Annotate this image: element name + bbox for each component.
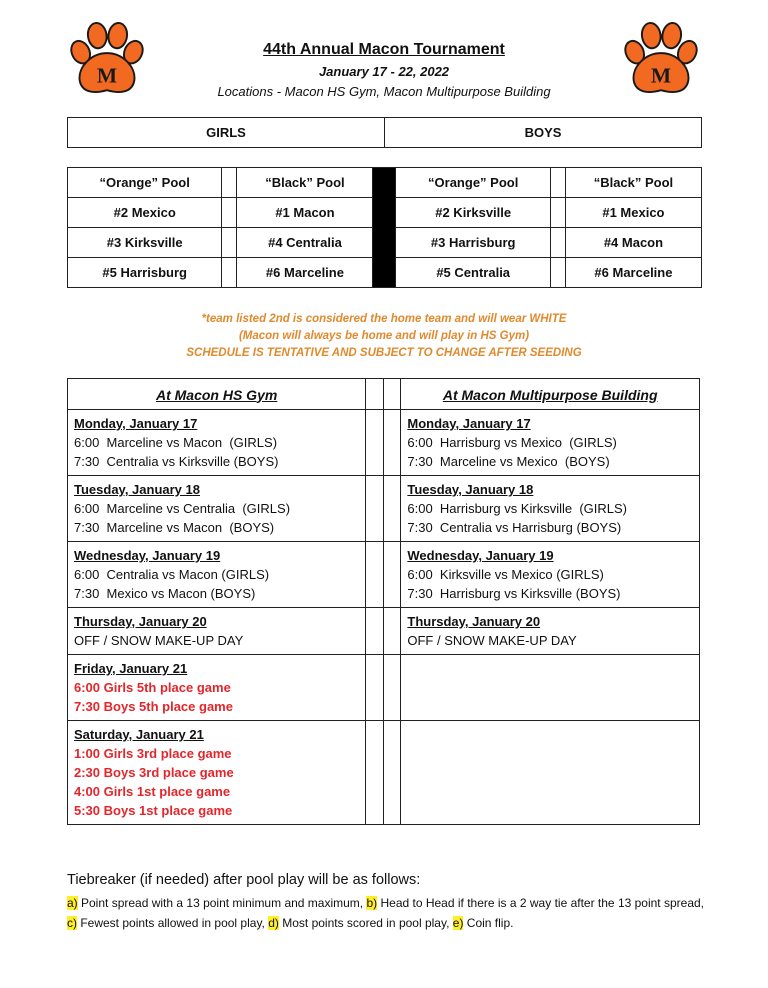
pool-spacer	[550, 258, 565, 288]
column-spacer	[366, 410, 384, 476]
column-spacer	[366, 476, 384, 542]
rule-text: Coin flip.	[463, 916, 514, 930]
game-line: 1:00 Girls 3rd place game	[74, 746, 232, 761]
game-line: 7:30 Harrisburg vs Kirksville (BOYS)	[407, 586, 621, 601]
pool-cell: “Black” Pool	[565, 168, 701, 198]
tiebreaker-section	[67, 870, 707, 933]
game-line: 7:30 Marceline vs Mexico (BOYS)	[407, 454, 610, 469]
document-header	[0, 40, 768, 101]
schedule-row-thursday	[68, 608, 700, 655]
logo-letter: M	[650, 63, 672, 88]
pool-cell: #6 Marceline	[237, 258, 373, 288]
game-line: 6:00 Harrisburg vs Mexico (GIRLS)	[407, 435, 617, 450]
pool-cell: #5 Harrisburg	[68, 258, 222, 288]
gym-day-cell	[68, 542, 366, 608]
column-spacer	[366, 608, 384, 655]
rule-label: e)	[452, 916, 464, 930]
game-line: 2:30 Boys 3rd place game	[74, 765, 234, 780]
pool-cell: #2 Kirksville	[396, 198, 550, 228]
girls-division-label: GIRLS	[68, 118, 385, 148]
pool-cell: #6 Marceline	[565, 258, 701, 288]
game-line: 7:30 Centralia vs Kirksville (BOYS)	[74, 454, 279, 469]
game-line: OFF / SNOW MAKE-UP DAY	[407, 633, 577, 648]
day-label: Saturday, January 21	[74, 727, 204, 742]
pool-cell: #4 Centralia	[237, 228, 373, 258]
pool-spacer	[550, 168, 565, 198]
column-spacer	[383, 655, 401, 721]
pool-cell: “Orange” Pool	[68, 168, 222, 198]
division-divider	[373, 168, 396, 288]
multipurpose-day-cell	[401, 608, 700, 655]
day-label: Monday, January 17	[407, 416, 531, 431]
pool-spacer	[222, 168, 237, 198]
game-line: 6:00 Girls 5th place game	[74, 680, 231, 695]
rule-label: c)	[67, 916, 77, 930]
column-spacer	[366, 655, 384, 721]
game-line: 7:30 Boys 5th place game	[74, 699, 233, 714]
game-line: 7:30 Marceline vs Macon (BOYS)	[74, 520, 275, 535]
schedule-row-saturday	[68, 721, 700, 825]
logo-letter: M	[96, 63, 118, 88]
day-label: Thursday, January 20	[407, 614, 541, 629]
multipurpose-day-cell	[401, 542, 700, 608]
pool-cell: “Black” Pool	[237, 168, 373, 198]
column-spacer	[383, 721, 401, 825]
tournament-dates: January 17 - 22, 2022	[318, 64, 450, 79]
pools-header-row	[68, 168, 702, 198]
multipurpose-day-cell-empty	[401, 655, 700, 721]
schedule-row-monday	[68, 410, 700, 476]
pools-table	[67, 167, 702, 288]
day-label: Wednesday, January 19	[407, 548, 554, 563]
boys-division-label: BOYS	[385, 118, 702, 148]
tiebreaker-title: Tiebreaker (if needed) after pool play will be as follows:	[67, 872, 421, 888]
tiebreaker-rules	[67, 893, 707, 933]
pool-cell: #5 Centralia	[396, 258, 550, 288]
rule-text: Fewest points allowed in pool play,	[77, 916, 269, 930]
game-line: 5:30 Boys 1st place game	[74, 803, 233, 818]
game-line: 4:00 Girls 1st place game	[74, 784, 231, 799]
schedule-row-friday	[68, 655, 700, 721]
pool-cell: #4 Macon	[565, 228, 701, 258]
page-title: 44th Annual Macon Tournament	[263, 41, 505, 58]
pool-spacer	[550, 198, 565, 228]
day-label: Tuesday, January 18	[407, 482, 534, 497]
multipurpose-day-cell	[401, 476, 700, 542]
note-line: (Macon will always be home and will play in HS Gym)	[238, 330, 530, 342]
column-spacer	[383, 379, 401, 410]
schedule-row-tuesday	[68, 476, 700, 542]
column-spacer	[366, 721, 384, 825]
schedule-header-row	[68, 379, 700, 410]
note-line: SCHEDULE IS TENTATIVE AND SUBJECT TO CHANGE AFTER SEEDING	[186, 347, 582, 359]
pool-cell: “Orange” Pool	[396, 168, 550, 198]
game-line: 6:00 Kirksville vs Mexico (GIRLS)	[407, 567, 604, 582]
column-spacer	[383, 542, 401, 608]
gym-column-header: At Macon HS Gym	[68, 379, 366, 410]
game-line: 6:00 Marceline vs Macon (GIRLS)	[74, 435, 278, 450]
schedule-notes	[0, 311, 768, 362]
game-line: 7:30 Centralia vs Harrisburg (BOYS)	[407, 520, 622, 535]
column-spacer	[383, 608, 401, 655]
column-spacer	[366, 542, 384, 608]
tournament-locations: Locations - Macon HS Gym, Macon Multipurpose Building	[217, 84, 551, 99]
rule-label: a)	[67, 896, 78, 910]
multipurpose-column-header: At Macon Multipurpose Building	[401, 379, 700, 410]
gym-day-cell	[68, 721, 366, 825]
column-spacer	[383, 410, 401, 476]
rule-text: Head to Head if there is a 2 way tie after the 13 point spread,	[377, 896, 704, 910]
gym-day-cell	[68, 476, 366, 542]
game-line: 6:00 Marceline vs Centralia (GIRLS)	[74, 501, 291, 516]
pool-cell: #1 Mexico	[565, 198, 701, 228]
rule-label: d)	[268, 916, 279, 930]
pool-cell: #3 Harrisburg	[396, 228, 550, 258]
schedule-table	[67, 378, 700, 825]
pool-cell: #3 Kirksville	[68, 228, 222, 258]
note-line: *team listed 2nd is considered the home team and will wear WHITE	[201, 313, 567, 325]
multipurpose-day-cell-empty	[401, 721, 700, 825]
pool-cell: #2 Mexico	[68, 198, 222, 228]
pool-spacer	[550, 228, 565, 258]
game-line: 6:00 Centralia vs Macon (GIRLS)	[74, 567, 270, 582]
day-label: Thursday, January 20	[74, 614, 207, 629]
division-header-table	[67, 117, 702, 148]
rule-text: Most points scored in pool play,	[278, 916, 453, 930]
game-line: 6:00 Harrisburg vs Kirksville (GIRLS)	[407, 501, 627, 516]
multipurpose-day-cell	[401, 410, 700, 476]
gym-day-cell	[68, 410, 366, 476]
pool-spacer	[222, 258, 237, 288]
pool-spacer	[222, 198, 237, 228]
rule-label: b)	[366, 896, 378, 910]
gym-day-cell	[68, 608, 366, 655]
day-label: Friday, January 21	[74, 661, 188, 676]
rule-text: Point spread with a 13 point minimum and maximum,	[77, 896, 367, 910]
pool-spacer	[222, 228, 237, 258]
day-label: Tuesday, January 18	[74, 482, 200, 497]
game-line: 7:30 Mexico vs Macon (BOYS)	[74, 586, 256, 601]
gym-day-cell	[68, 655, 366, 721]
game-line: OFF / SNOW MAKE-UP DAY	[74, 633, 244, 648]
schedule-row-wednesday	[68, 542, 700, 608]
column-spacer	[366, 379, 384, 410]
day-label: Monday, January 17	[74, 416, 198, 431]
day-label: Wednesday, January 19	[74, 548, 221, 563]
pool-cell: #1 Macon	[237, 198, 373, 228]
column-spacer	[383, 476, 401, 542]
